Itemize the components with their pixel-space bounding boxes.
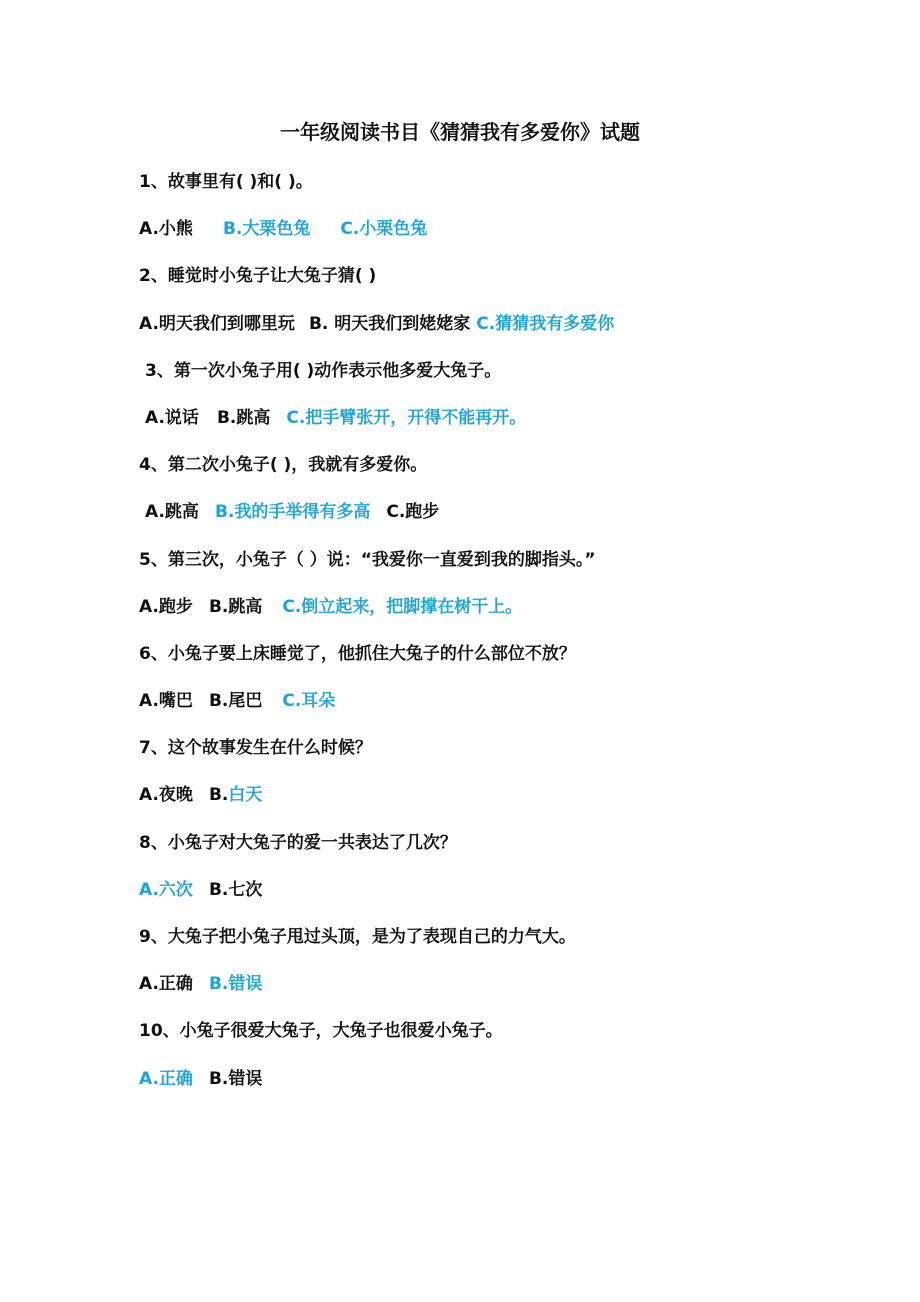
answer-option-correct: A.正确 xyxy=(139,1068,193,1089)
answer-option: B.七次 xyxy=(208,879,263,900)
answer-option: B.跳高 xyxy=(208,596,263,617)
answer-options xyxy=(139,874,859,921)
question-stem: 10、小兔子很爱大兔子，大兔子也很爱小兔子。 xyxy=(139,1021,503,1042)
question-stem: 1、故事里有( )和( )。 xyxy=(139,172,313,192)
question-stem: 7、这个故事发生在什么时候？ xyxy=(139,738,372,759)
answer-options xyxy=(139,685,859,732)
answer-option-correct: C.耳朵 xyxy=(282,691,336,712)
answer-option-correct: C.猜猜我有多爱你 xyxy=(476,313,615,334)
answer-option: A.跳高 xyxy=(145,502,199,523)
answer-option: A.明天我们到哪里玩 xyxy=(139,313,295,334)
answer-options xyxy=(139,496,859,543)
answer-option: A.小熊 xyxy=(139,219,193,240)
answer-option: A.嘴巴 xyxy=(139,691,193,712)
question-stem: 8、小兔子对大兔子的爱一共表达了几次？ xyxy=(139,832,457,853)
answer-option-correct: 白天 xyxy=(228,785,263,806)
answer-option: B.尾巴 xyxy=(208,691,263,712)
answer-options xyxy=(139,402,859,449)
answer-options xyxy=(139,591,859,638)
question-stem: 2、睡觉时小兔子让大兔子猜( ) xyxy=(139,266,377,287)
question-stem: 5、第三次，小兔子（ ）说：“我爱你一直爱到我的脚指头。” xyxy=(139,549,596,570)
answer-option: B. xyxy=(208,785,229,806)
answer-option-correct: B.错误 xyxy=(208,974,263,995)
answer-options xyxy=(139,308,859,355)
answer-option-correct: B.我的手举得有多高 xyxy=(214,502,371,523)
question-stem: 4、第二次小兔子( )，我就有多爱你。 xyxy=(139,455,428,476)
answer-options xyxy=(139,968,859,1015)
answer-option-correct: B.大栗色兔 xyxy=(222,219,311,240)
answer-option: A.跑步 xyxy=(139,596,193,617)
answer-option-correct: C.把手臂张开，开得不能再开。 xyxy=(286,407,527,428)
answer-option: B.错误 xyxy=(208,1068,263,1089)
answer-option-correct: A.六次 xyxy=(139,879,193,900)
answer-option: C.跑步 xyxy=(386,502,440,523)
document-title: 一年级阅读书目《猜猜我有多爱你》试题 xyxy=(280,120,640,144)
answer-option: B. 明天我们到姥姥家 xyxy=(308,313,471,334)
answer-option: A.说话 xyxy=(145,407,199,428)
answer-option: A.正确 xyxy=(139,974,193,995)
question-stem: 6、小兔子要上床睡觉了，他抓住大兔子的什么部位不放？ xyxy=(139,643,576,664)
answer-option-correct: C.小栗色兔 xyxy=(340,219,428,240)
answer-options xyxy=(139,779,859,826)
question-list xyxy=(139,166,859,1110)
question-stem: 3、第一次小兔子用( )动作表示他多爱大兔子。 xyxy=(145,360,502,381)
question-stem: 9、大兔子把小兔子甩过头顶，是为了表现自己的力气大。 xyxy=(139,927,576,947)
answer-option: B.跳高 xyxy=(216,407,271,428)
answer-option: A.夜晚 xyxy=(139,785,193,806)
answer-options xyxy=(139,1063,859,1110)
answer-option-correct: C.倒立起来，把脚撑在树干上。 xyxy=(282,596,523,617)
answer-options xyxy=(139,213,859,260)
